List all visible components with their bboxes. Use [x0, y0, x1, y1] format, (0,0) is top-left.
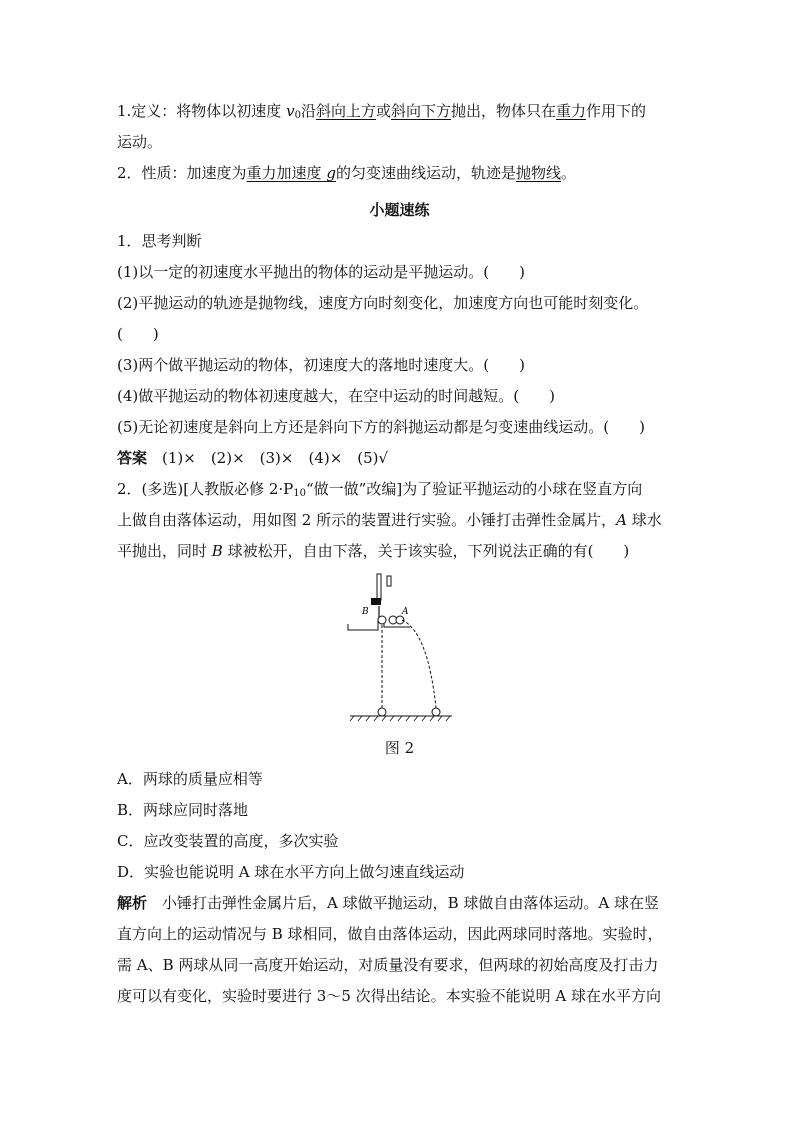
ball-b-end: [378, 708, 386, 716]
blank-answer-4-text: 重力加速度: [246, 164, 327, 182]
page-subscript: 10: [293, 488, 307, 499]
section-title: 小题速练: [369, 201, 430, 219]
solution-line-1: [117, 893, 682, 913]
figure-caption: 图 2: [384, 739, 415, 757]
question-text: 上做自由落体运动，用如图 2 所示的装置进行实验。小锤打击弹性金属片，: [117, 511, 617, 529]
question-2-line-2: [117, 510, 682, 530]
symbol-v-subscript: 0: [294, 110, 301, 121]
hammer-rod: [377, 574, 381, 600]
definition-text: 或: [375, 102, 391, 120]
definition-line-2: 运动。: [117, 133, 163, 151]
question-1-answer: [117, 448, 682, 468]
question-1-title: 1．思考判断: [117, 232, 202, 250]
question-1-item: (4)做平抛运动的物体初速度越大，在空中运动的时间越短。( ): [117, 387, 555, 405]
symbol-g: g: [326, 164, 336, 182]
question-text: 球水: [626, 511, 662, 529]
label-b: B: [362, 607, 369, 617]
definition-label: 1.定义：将物体以初速度: [117, 102, 287, 120]
definition-line-1: [117, 101, 682, 126]
solution-line-2: 直方向上的运动情况与 B 球相同，做自由落体运动，因此两球同时落地。实验时，: [117, 925, 663, 943]
question-1-item: (3)两个做平抛运动的物体，初速度大的落地时速度大。( ): [117, 356, 525, 374]
property-text: 的匀变速曲线运动，轨迹是: [335, 164, 516, 182]
symbol-v: v: [286, 102, 295, 120]
question-text: “做一做”改编]为了验证平抛运动的小球在竖直方向: [306, 480, 643, 498]
option-c: C．应改变装置的高度，多次实验: [117, 832, 339, 850]
ball-b-start: [378, 616, 386, 624]
question-1-item: (2)平抛运动的轨迹是抛物线，速度方向时刻变化，加速度方向也可能时刻变化。: [117, 294, 649, 312]
solution-label: 解析: [117, 894, 148, 912]
solution-line-3: 需 A、B 两球从同一高度开始运动，对质量没有要求，但两球的初始高度及打击力: [117, 956, 659, 974]
solution-line-4: 度可以有变化，实验时要进行 3～5 次得出结论。本实验不能说明 A 球在水平方向: [117, 987, 661, 1005]
ball-a-end: [432, 708, 440, 716]
property-text: 2．性质：加速度为: [117, 164, 247, 182]
answer-text: (1)× (2)× (3)× (4)× (5)√: [147, 449, 389, 467]
question-1-item: ( ): [117, 325, 159, 343]
solution-text: 小锤打击弹性金属片后，A 球做平抛运动，B 球做自由落体运动。A 球在竖: [147, 894, 660, 912]
question-text: 平抛出，同时: [117, 542, 212, 560]
hammer-head: [371, 598, 381, 605]
option-d: D．实验也能说明 A 球在水平方向上做匀速直线运动: [117, 863, 465, 881]
definition-text: 沿: [300, 102, 316, 120]
question-1-item: (5)无论初速度是斜向上方还是斜向下方的斜抛运动都是匀变速曲线运动。( ): [117, 418, 645, 436]
blank-answer-2: 斜向下方: [391, 102, 452, 120]
hammer-guide: [387, 576, 391, 586]
trajectory-a: [402, 620, 436, 708]
question-text: 2．(多选)[人教版必修 2·P: [117, 480, 294, 498]
blank-answer-3: 重力: [556, 102, 587, 120]
experiment-figure: [340, 572, 460, 724]
definition-text: 抛出，物体只在: [451, 102, 557, 120]
ground-hatching: [350, 716, 450, 721]
option-a: A．两球的质量应相等: [117, 770, 263, 788]
blank-answer-1: 斜向上方: [315, 102, 376, 120]
question-2-line-3: [117, 541, 682, 561]
blank-answer-4: [247, 164, 336, 182]
property-text: 。: [560, 164, 576, 182]
symbol-b: B: [211, 542, 223, 560]
question-1-item: (1)以一定的初速度水平抛出的物体的运动是平抛运动。( ): [117, 263, 525, 281]
answer-label: 答案: [117, 449, 148, 467]
label-a: A: [402, 607, 409, 617]
definition-text: 作用下的: [586, 102, 647, 120]
property-line: [117, 163, 682, 183]
question-2-line-1: [117, 479, 682, 504]
question-text: 球被松开，自由下落，关于该实验，下列说法正确的有( ): [222, 542, 630, 560]
blank-answer-5: 抛物线: [515, 164, 561, 182]
symbol-a: A: [616, 511, 627, 529]
option-b: B．两球应同时落地: [117, 801, 249, 819]
